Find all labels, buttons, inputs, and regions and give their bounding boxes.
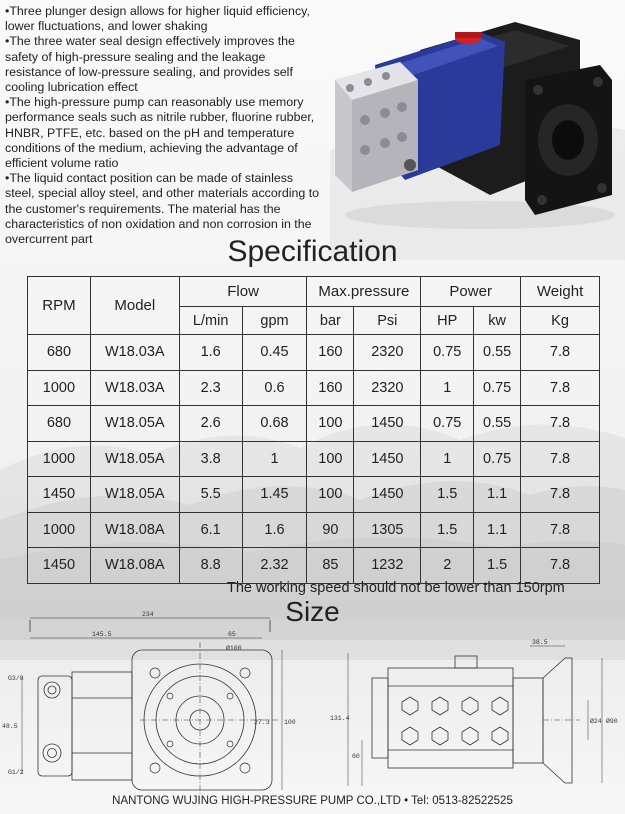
table-cell: W18.03A: [90, 335, 179, 371]
front-view: [22, 618, 282, 796]
table-row: [28, 406, 600, 442]
working-speed-note: The working speed should not be lower than 150rpm: [227, 580, 565, 596]
header-pressure: Max.pressure: [307, 277, 421, 307]
table-cell: 1450: [354, 477, 421, 513]
table-cell: 1.6: [242, 512, 307, 548]
table-cell: W18.08A: [90, 512, 179, 548]
header-power: Power: [421, 277, 521, 307]
specification-title: Specification: [227, 235, 398, 268]
dim-total-width: 234: [142, 611, 154, 618]
table-cell: 0.75: [421, 406, 474, 442]
side-view: [348, 646, 602, 786]
dim-left-span: 145.5: [92, 631, 112, 638]
dim-shaft-dia: Ø24: [590, 718, 602, 725]
table-cell: 1.5: [421, 512, 474, 548]
table-cell: 0.45: [242, 335, 307, 371]
table-cell: 7.8: [521, 406, 600, 442]
table-cell: W18.05A: [90, 441, 179, 477]
feature-item: •The high-pressure pump can reasonably use memory performance seals such as nitrile rubber, fluorine rubber, HNBR, PTFE, etc. based on the pH and temperature conditions of the medium, achieving the advantage of efficient volume ratio: [5, 95, 315, 171]
table-cell: 1.5: [421, 477, 474, 513]
table-cell: 7.8: [521, 370, 600, 406]
table-cell: W18.08A: [90, 548, 179, 584]
table-cell: 2: [421, 548, 474, 584]
dim-side-height: 131.4: [330, 715, 350, 722]
table-cell: 680: [28, 335, 91, 371]
dim-center-offset: 27.3: [254, 719, 270, 726]
table-cell: 1: [421, 441, 474, 477]
table-cell: 7.8: [521, 335, 600, 371]
table-cell: 90: [307, 512, 354, 548]
dim-side-width: 38.5: [532, 639, 548, 646]
table-cell: 2320: [354, 370, 421, 406]
dim-port-bottom: G1/2: [8, 769, 24, 776]
table-cell: 1000: [28, 441, 91, 477]
table-cell: 1450: [354, 406, 421, 442]
unit-gpm: gpm: [242, 307, 307, 335]
table-cell: 0.6: [242, 370, 307, 406]
table-row: [28, 335, 600, 371]
table-cell: 2.32: [242, 548, 307, 584]
header-weight: Weight: [521, 277, 600, 307]
table-cell: 1450: [28, 477, 91, 513]
table-cell: 0.75: [474, 441, 521, 477]
table-cell: 100: [307, 441, 354, 477]
unit-psi: Psi: [354, 307, 421, 335]
dim-base-height: 60: [352, 753, 360, 760]
table-row: [28, 512, 600, 548]
table-cell: 1.6: [179, 335, 242, 371]
table-cell: 6.1: [179, 512, 242, 548]
unit-hp: HP: [421, 307, 474, 335]
specification-table: [27, 276, 600, 584]
table-cell: 2.6: [179, 406, 242, 442]
table-cell: 1000: [28, 512, 91, 548]
unit-lmin: L/min: [179, 307, 242, 335]
table-cell: 1450: [28, 548, 91, 584]
table-cell: W18.05A: [90, 406, 179, 442]
table-cell: 160: [307, 335, 354, 371]
table-cell: 1305: [354, 512, 421, 548]
table-cell: 100: [307, 406, 354, 442]
dim-bore: Ø100: [226, 645, 242, 652]
table-row: [28, 441, 600, 477]
dim-left-height: 48.5: [2, 723, 18, 730]
unit-bar: bar: [307, 307, 354, 335]
table-cell: 85: [307, 548, 354, 584]
table-cell: 160: [307, 370, 354, 406]
table-cell: 1450: [354, 441, 421, 477]
table-cell: 5.5: [179, 477, 242, 513]
header-flow: Flow: [179, 277, 307, 307]
table-row: [28, 548, 600, 584]
dim-flange-dia: Ø90: [606, 718, 618, 725]
table-cell: W18.05A: [90, 477, 179, 513]
table-cell: 1.5: [474, 548, 521, 584]
feature-list: [5, 4, 325, 247]
table-cell: 1: [421, 370, 474, 406]
table-row: [28, 477, 600, 513]
table-cell: 0.55: [474, 406, 521, 442]
table-row: [28, 370, 600, 406]
unit-kg: Kg: [521, 307, 600, 335]
table-cell: 7.8: [521, 548, 600, 584]
company-footer: NANTONG WUJING HIGH-PRESSURE PUMP CO.,LTD • Tel: 0513-82522525: [112, 795, 513, 807]
table-cell: 100: [307, 477, 354, 513]
table-cell: 8.8: [179, 548, 242, 584]
table-cell: 0.68: [242, 406, 307, 442]
dim-height-right: 100: [284, 719, 296, 726]
table-cell: 1.1: [474, 477, 521, 513]
dim-port-top: G3/8: [8, 675, 24, 682]
table-cell: 680: [28, 406, 91, 442]
table-cell: 1232: [354, 548, 421, 584]
table-cell: 0.75: [421, 335, 474, 371]
table-cell: 1.45: [242, 477, 307, 513]
pump-product-image: [330, 10, 620, 240]
table-cell: 0.55: [474, 335, 521, 371]
feature-item: •Three plunger design allows for higher liquid efficiency, lower fluctuations, and lower shaking: [5, 4, 310, 34]
table-cell: 2320: [354, 335, 421, 371]
table-cell: 1000: [28, 370, 91, 406]
unit-kw: kw: [474, 307, 521, 335]
dim-right-span: 65: [228, 631, 236, 638]
feature-item: •The liquid contact position can be made of stainless steel, special alloy steel, and other materials according to the customer's requirements. The material has the characteristics of non oxidation and non corrosion in the overcurrent part: [5, 171, 320, 247]
table-cell: 7.8: [521, 441, 600, 477]
size-title: Size: [285, 596, 340, 627]
table-cell: 1: [242, 441, 307, 477]
table-cell: 7.8: [521, 512, 600, 548]
table-cell: W18.03A: [90, 370, 179, 406]
table-cell: 7.8: [521, 477, 600, 513]
header-model: Model: [90, 277, 179, 335]
table-cell: 3.8: [179, 441, 242, 477]
table-cell: 0.75: [474, 370, 521, 406]
header-rpm: RPM: [28, 277, 91, 335]
feature-item: •The three water seal design effectively improves the safety of high-pressure sealing and the leakage resistance of low-pressure sealing, and provides self cooling lubrication effect: [5, 34, 295, 95]
table-cell: 1.1: [474, 512, 521, 548]
table-cell: 2.3: [179, 370, 242, 406]
